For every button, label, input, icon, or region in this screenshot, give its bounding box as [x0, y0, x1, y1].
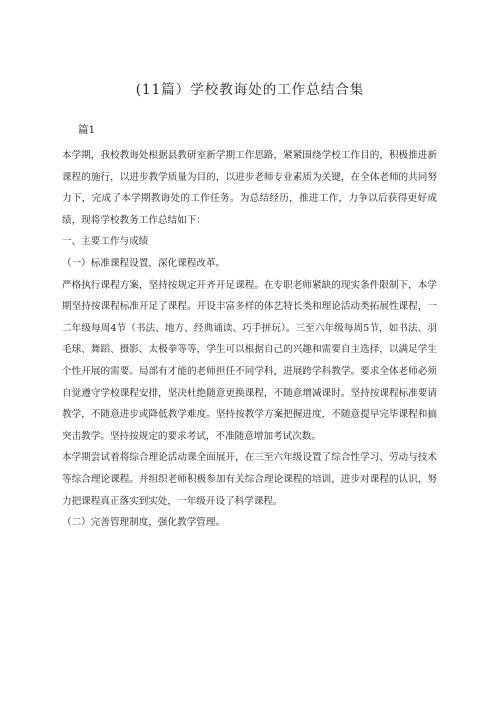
document-body	[62, 145, 437, 534]
paragraph-curriculum: 严格执行课程方案，坚持按规定开齐开足课程。在专职老师紧缺的现实条件限制下，本学期坚持按课程标准开足了课程。开设丰富多样的体艺特长类和理论活动类拓展性课程，一二年级每周4节（书法、地方、经典诵读、巧手拼玩）。三至六年级每周5节，如书法、羽毛球、舞蹈、摄影、太极拳等等，学生可以根据自己的兴趣和需要自主选择，以满足学生个性开展的需要。局部有才能的老师担任不同学科，进展跨学科教学。要求全体老师必须自觉遵守学校课程安排，坚决杜绝随意更换课程，不随意增减课时。坚持按课程标准要请教学，不随意进步或降低教学难度。坚持按教学方案把握进度，不随意提早完毕课程和搞突击教学。坚持按规定的要求考试，不准随意增加考试次数。	[62, 279, 437, 442]
document-title: (11篇）学校教诲处的工作总结合集	[135, 82, 365, 98]
paragraph-practice-courses: 本学期尝试着将综合理论活动课全面展开，在三至六年级设置了综合性学习、劳动与技术等综合理论课程。并组织老师积极参加有关综合理论课程的培训，进步对课程的认识，努力把课程真正落实到实处，一年级开设了科学课程。	[62, 452, 437, 507]
section-label: 篇1	[78, 124, 96, 136]
heading-management: （二）完善管理制度，强化教学管理。	[62, 517, 226, 529]
heading-main-work: 一、主要工作与成绩	[62, 236, 149, 248]
paragraph-intro: 本学期，我校教诲处根据县教研室新学期工作思路，紧紧围绕学校工作目的，积极推进新课程的施行，以进步教学质量为目的，以进步老师专业素质为关键，在全体老师的共同努力下，完成了本学期教诲处的工作任务。为总结经历，推进工作，力争以后获得更好成绩，现将学校教务工作总结如下：	[62, 150, 437, 226]
heading-curriculum: （一）标准课程设置，深化课程改革。	[62, 257, 226, 269]
